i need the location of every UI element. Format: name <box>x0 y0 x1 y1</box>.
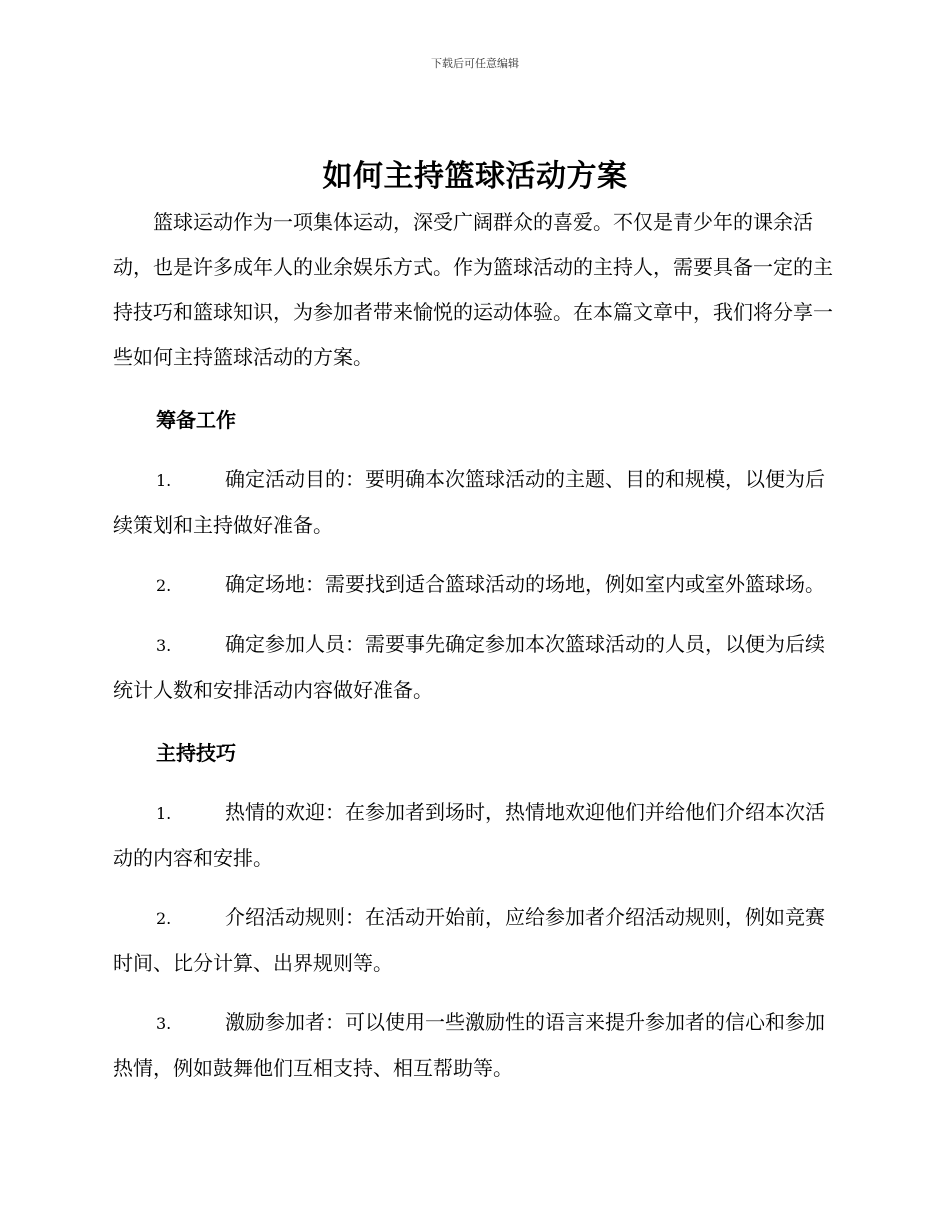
list-item-text: 介绍活动规则：在活动开始前，应给参加者介绍活动规则，例如竞赛时间、比分计算、出界规则等。 <box>113 905 825 975</box>
list-item-text: 确定参加人员：需要事先确定参加本次篮球活动的人员，以便为后续统计人数和安排活动内容做好准备。 <box>113 632 825 702</box>
document-body <box>113 200 835 1091</box>
list-number: 3. <box>156 1014 172 1033</box>
list-number: 1. <box>156 804 172 823</box>
list-item <box>113 622 835 713</box>
section-heading-hosting-skills: 主持技巧 <box>156 741 236 765</box>
list-number: 2. <box>156 909 172 928</box>
header-note: 下载后可任意编辑 <box>431 57 519 70</box>
list-item-text: 确定场地：需要找到适合篮球活动的场地，例如室内或室外篮球场。 <box>225 572 825 596</box>
document-title: 如何主持篮球活动方案 <box>322 159 628 194</box>
list-item-text: 确定活动目的：要明确本次篮球活动的主题、目的和规模，以便为后续策划和主持做好准备。 <box>113 467 825 537</box>
intro-paragraph: 篮球运动作为一项集体运动，深受广阔群众的喜爱。不仅是青少年的课余活动，也是许多成年人的业余娱乐方式。作为篮球活动的主持人，需要具备一定的主持技巧和篮球知识，为参加者带来愉悦的运动体验。在本篇文章中，我们将分享一些如何主持篮球活动的方案。 <box>113 210 833 369</box>
list-item <box>113 1000 835 1091</box>
section-heading-preparation: 筹备工作 <box>156 408 236 432</box>
list-item-text: 激励参加者：可以使用一些激励性的语言来提升参加者的信心和参加热情，例如鼓舞他们互相支持、相互帮助等。 <box>113 1010 825 1080</box>
list-item-text: 热情的欢迎：在参加者到场时，热情地欢迎他们并给他们介绍本次活动的内容和安排。 <box>113 800 825 870</box>
list-item <box>113 562 835 608</box>
list-number: 3. <box>156 636 172 655</box>
list-number: 1. <box>156 471 172 490</box>
list-number: 2. <box>156 576 172 595</box>
list-item <box>113 790 835 881</box>
list-item <box>113 457 835 548</box>
list-item <box>113 895 835 986</box>
